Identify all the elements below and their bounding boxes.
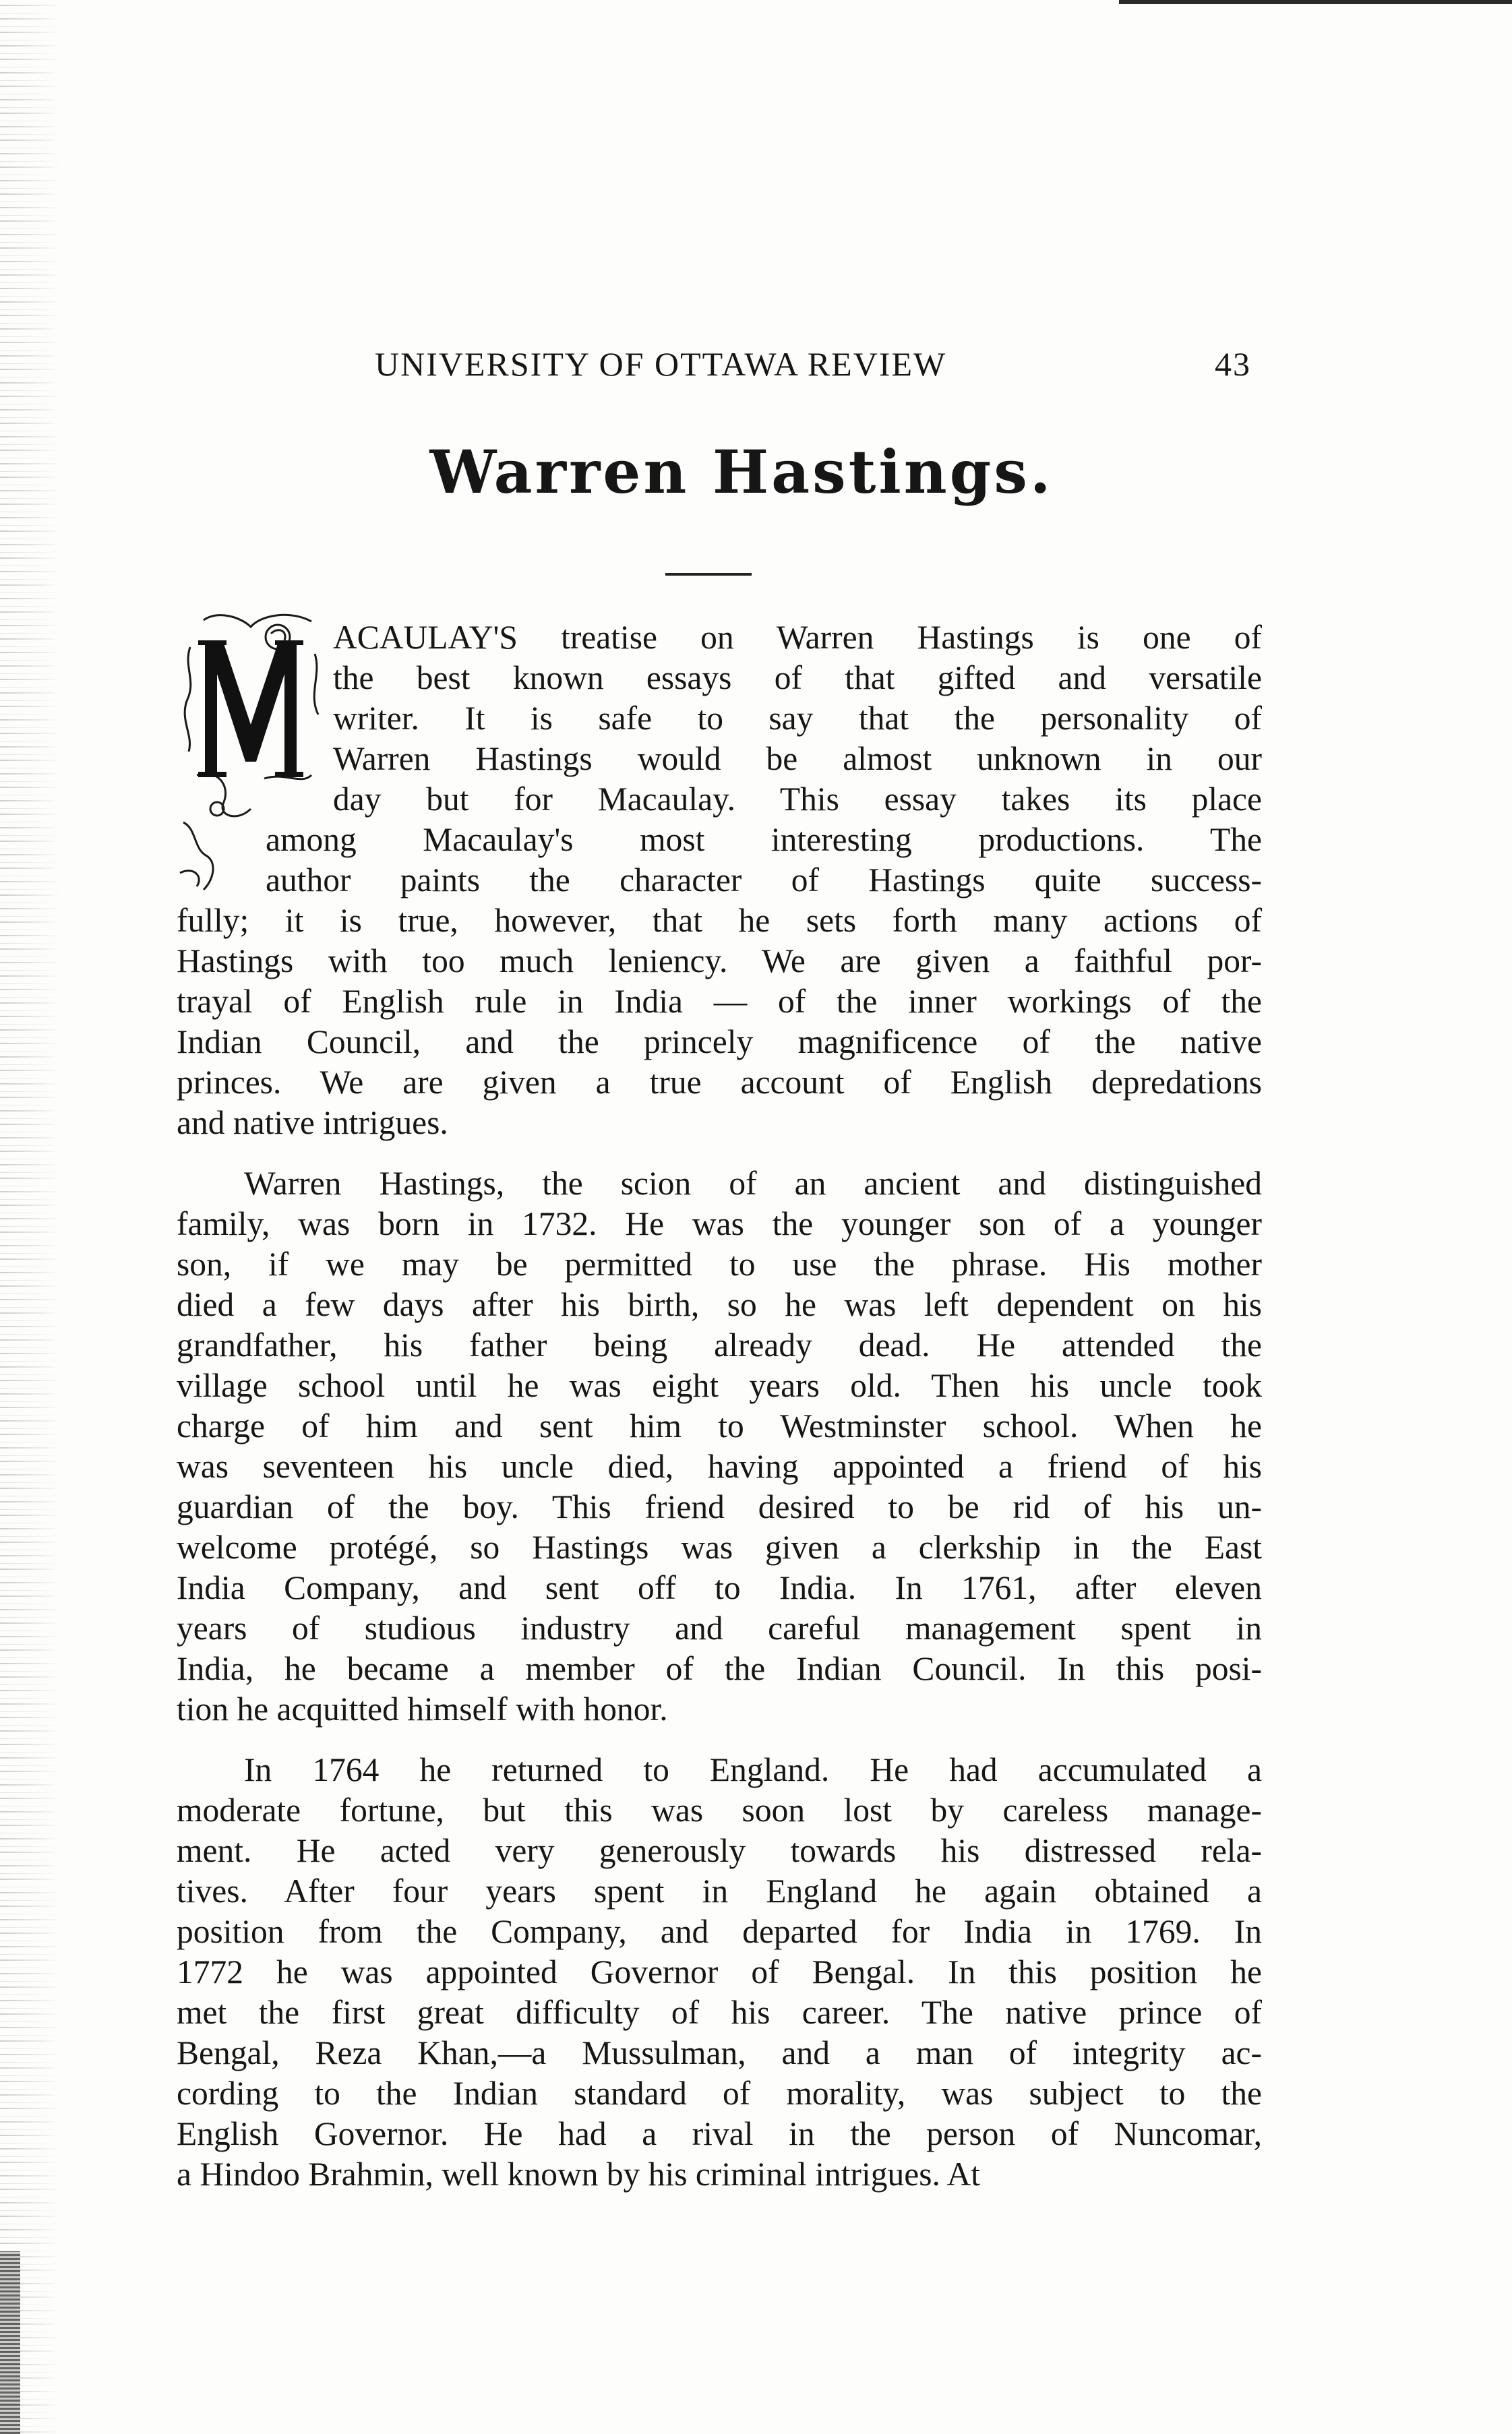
paragraph-gap bbox=[177, 1730, 1262, 1750]
text-line: author paints the character of Hastings quite success- bbox=[266, 861, 1262, 899]
text-line: son, if we may be permitted to use the phrase. His mother bbox=[177, 1246, 1262, 1283]
text-line: village school until he was eight years old. Then his uncle took bbox=[177, 1367, 1262, 1404]
text-line: Bengal, Reza Khan,—a Mussulman, and a man of integrity ac- bbox=[177, 2034, 1262, 2071]
text-line: Warren Hastings would be almost unknown in our bbox=[333, 740, 1262, 777]
text-line: tion he acquitted himself with honor. bbox=[177, 1691, 668, 1728]
text-line: ACAULAY'S treatise on Warren Hastings is one of bbox=[333, 619, 1262, 656]
paragraph bbox=[177, 1163, 1262, 1730]
text-line: India, he became a member of the Indian Council. In this posi- bbox=[177, 1650, 1262, 1687]
text-line: the best known essays of that gifted and versatile bbox=[333, 659, 1262, 696]
text-line: day but for Macaulay. This essay takes its place bbox=[333, 781, 1262, 818]
text-line: writer. It is safe to say that the personality of bbox=[333, 700, 1262, 737]
text-line: Warren Hastings, the scion of an ancient and distinguished bbox=[244, 1165, 1262, 1202]
text-line: Indian Council, and the princely magnificence of the native bbox=[177, 1023, 1262, 1060]
top-edge-rule bbox=[1119, 0, 1512, 4]
text-line: welcome protégé, so Hastings was given a clerkship in the East bbox=[177, 1529, 1262, 1566]
text-line: fully; it is true, however, that he sets forth many actions of bbox=[177, 902, 1262, 939]
text-line: grandfather, his father being already dead. He attended the bbox=[177, 1327, 1262, 1364]
essay-body bbox=[177, 617, 1262, 2195]
text-line: died a few days after his birth, so he was left dependent on his bbox=[177, 1286, 1262, 1323]
text-line: charge of him and sent him to Westminster school. When he bbox=[177, 1407, 1262, 1444]
text-line: tives. After four years spent in England he again obtained a bbox=[177, 1873, 1262, 1910]
text-line: trayal of English rule in India — of the inner workings of the bbox=[177, 983, 1262, 1020]
text-line: ment. He acted very generously towards his distressed rela- bbox=[177, 1832, 1262, 1869]
scanned-binding-edge bbox=[0, 2251, 20, 2434]
text-line: 1772 he was appointed Governor of Bengal. In this position he bbox=[177, 1953, 1262, 1990]
text-line: In 1764 he returned to England. He had accumulated a bbox=[244, 1751, 1262, 1788]
running-head bbox=[375, 337, 1251, 391]
journal-title: UNIVERSITY OF OTTAWA REVIEW bbox=[375, 345, 947, 383]
paragraph bbox=[177, 617, 1262, 1143]
text-line: cording to the Indian standard of morality, was subject to the bbox=[177, 2075, 1262, 2112]
text-line: met the first great difficulty of his career. The native prince of bbox=[177, 1994, 1262, 2031]
text-line: India Company, and sent off to India. In 1761, after eleven bbox=[177, 1569, 1262, 1606]
text-line: and native intrigues. bbox=[177, 1104, 448, 1141]
text-line: Hastings with too much leniency. We are given a faithful por- bbox=[177, 942, 1262, 979]
paragraph-gap bbox=[177, 1143, 1262, 1163]
title-rule bbox=[665, 573, 752, 576]
text-line: a Hindoo Brahmin, well known by his criminal intrigues. At bbox=[177, 2156, 980, 2193]
text-line: guardian of the boy. This friend desired to be rid of his un- bbox=[177, 1488, 1262, 1525]
essay-title: Warren Hastings. bbox=[429, 437, 1054, 507]
text-line: family, was born in 1732. He was the younger son of a younger bbox=[177, 1205, 1262, 1242]
text-line: moderate fortune, but this was soon lost by careless manage- bbox=[177, 1792, 1262, 1829]
text-line: princes. We are given a true account of English depredations bbox=[177, 1064, 1262, 1101]
scanned-gutter-edge bbox=[0, 0, 61, 2434]
text-line: was seventeen his uncle died, having appointed a friend of his bbox=[177, 1448, 1262, 1485]
text-line: years of studious industry and careful management spent in bbox=[177, 1610, 1262, 1647]
paragraph bbox=[177, 1750, 1262, 2195]
text-line: among Macaulay's most interesting productions. The bbox=[266, 821, 1262, 858]
page-number: 43 bbox=[1215, 345, 1251, 383]
text-line: English Governor. He had a rival in the person of Nuncomar, bbox=[177, 2115, 1262, 2152]
text-line: position from the Company, and departed for India in 1769. In bbox=[177, 1913, 1262, 1950]
